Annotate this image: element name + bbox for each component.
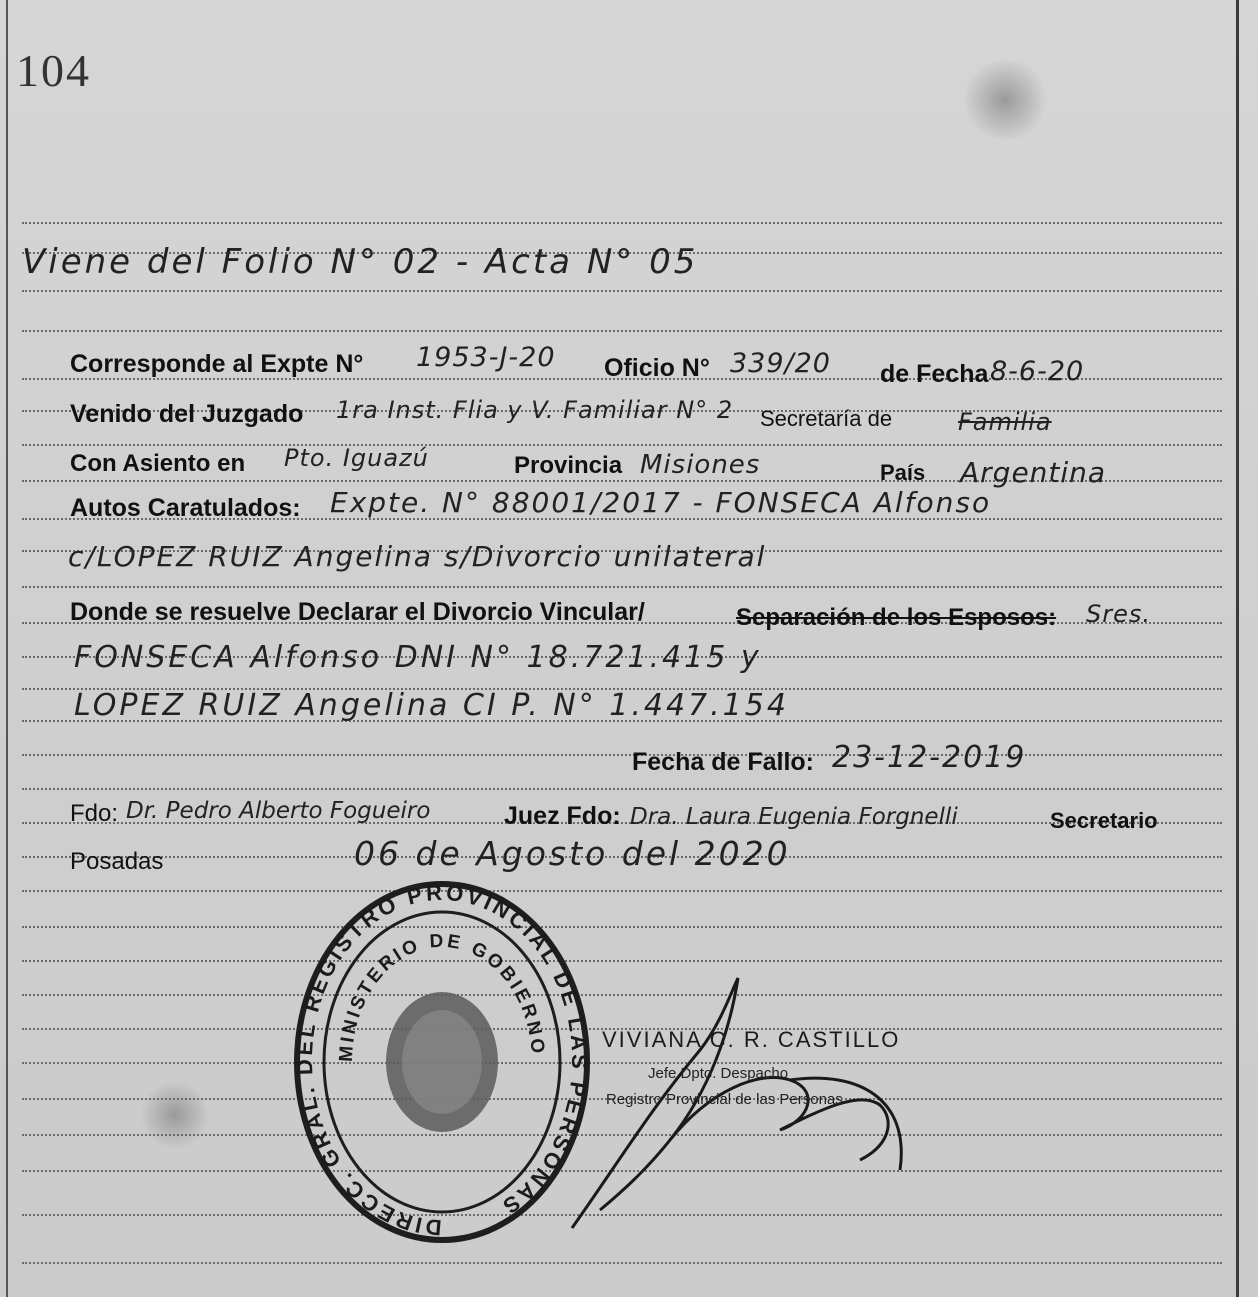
dotted-rule	[22, 926, 1222, 928]
esposo-line: FONSECA Alfonso DNI N° 18.721.415 y	[74, 640, 762, 675]
autos-line-2: c/LOPEZ RUIZ Angelina s/Divorcio unilateral	[68, 540, 767, 573]
fdo-secretario-value: Dra. Laura Eugenia Forgnelli	[630, 804, 958, 830]
asiento-label: Con Asiento en	[70, 450, 246, 477]
oficio-label: Oficio N°	[604, 354, 710, 382]
posadas-label: Posadas	[70, 848, 164, 875]
provincia-label: Provincia	[514, 452, 623, 479]
dotted-rule	[22, 960, 1222, 962]
juzgado-label: Venido del Juzgado	[70, 400, 304, 428]
provincia-value: Misiones	[640, 450, 761, 480]
signer-name: VIVIANA C. R. CASTILLO	[602, 1027, 901, 1052]
stamp-inner-text: MINISTERIO DE GOBIERNO	[335, 930, 549, 1063]
dotted-rule	[22, 290, 1222, 292]
posadas-value: 06 de Agosto del 2020	[354, 834, 791, 873]
fallo-label: Fecha de Fallo:	[632, 748, 814, 776]
pais-value: Argentina	[960, 456, 1107, 489]
fdo-label: Fdo:	[70, 800, 119, 827]
fecha-value: 8-6-20	[990, 356, 1085, 387]
dotted-rule	[22, 222, 1222, 224]
signer-role: Jefe Dpto. Despacho	[648, 1065, 789, 1082]
resuelve-value: Sres.	[1086, 600, 1151, 628]
signature-block	[600, 1025, 940, 1135]
resuelve-label: Donde se resuelve Declarar el Divorcio Vincular/	[70, 598, 645, 626]
viene-del-folio-note: Viene del Folio N° 02 - Acta N° 05	[22, 242, 699, 282]
pais-label: País	[880, 460, 926, 485]
dotted-rule	[22, 890, 1222, 892]
signer-organization: Registro Provincial de las Personas	[606, 1091, 843, 1108]
page-number: 104	[16, 45, 91, 96]
ink-blot	[140, 1080, 210, 1150]
juez-label: Juez Fdo:	[504, 802, 621, 830]
oficio-value: 339/20	[730, 348, 831, 379]
autos-line-1: Expte. N° 88001/2017 - FONSECA Alfonso	[330, 486, 992, 519]
dotted-rule	[22, 788, 1222, 790]
left-margin-line	[6, 0, 8, 1297]
secretaria-label: Secretaría de	[760, 406, 893, 431]
fecha-label: de Fecha	[880, 360, 989, 388]
resuelve-struck: Separación de los Esposos:	[736, 604, 1057, 631]
stamp-outer-text: DIRECC. GRAL. DEL REGISTRO PROVINCIAL DE LAS PERSONAS	[292, 880, 592, 1241]
corresponde-label: Corresponde al Expte N°	[70, 350, 364, 378]
fdo-juez-value: Dr. Pedro Alberto Fogueiro	[126, 798, 431, 824]
juzgado-value: 1ra Inst. Flia y V. Familiar N° 2	[336, 396, 734, 424]
esposa-line: LOPEZ RUIZ Angelina CI P. N° 1.447.154	[74, 688, 789, 723]
right-margin-line	[1236, 0, 1239, 1297]
dotted-rule	[22, 330, 1222, 332]
expte-value: 1953-J-20	[416, 342, 556, 373]
dotted-rule	[22, 444, 1222, 446]
ink-blot	[960, 60, 1050, 140]
fallo-value: 23-12-2019	[832, 740, 1027, 775]
dotted-rule	[22, 754, 1222, 756]
asiento-value: Pto. Iguazú	[284, 444, 429, 472]
autos-label: Autos Caratulados:	[70, 494, 301, 522]
secretaria-value: Familia	[958, 408, 1052, 436]
dotted-rule	[22, 1262, 1222, 1264]
secretario-label: Secretario	[1050, 808, 1158, 833]
dotted-rule	[22, 586, 1222, 588]
registro-provincial-stamp	[292, 880, 592, 1244]
